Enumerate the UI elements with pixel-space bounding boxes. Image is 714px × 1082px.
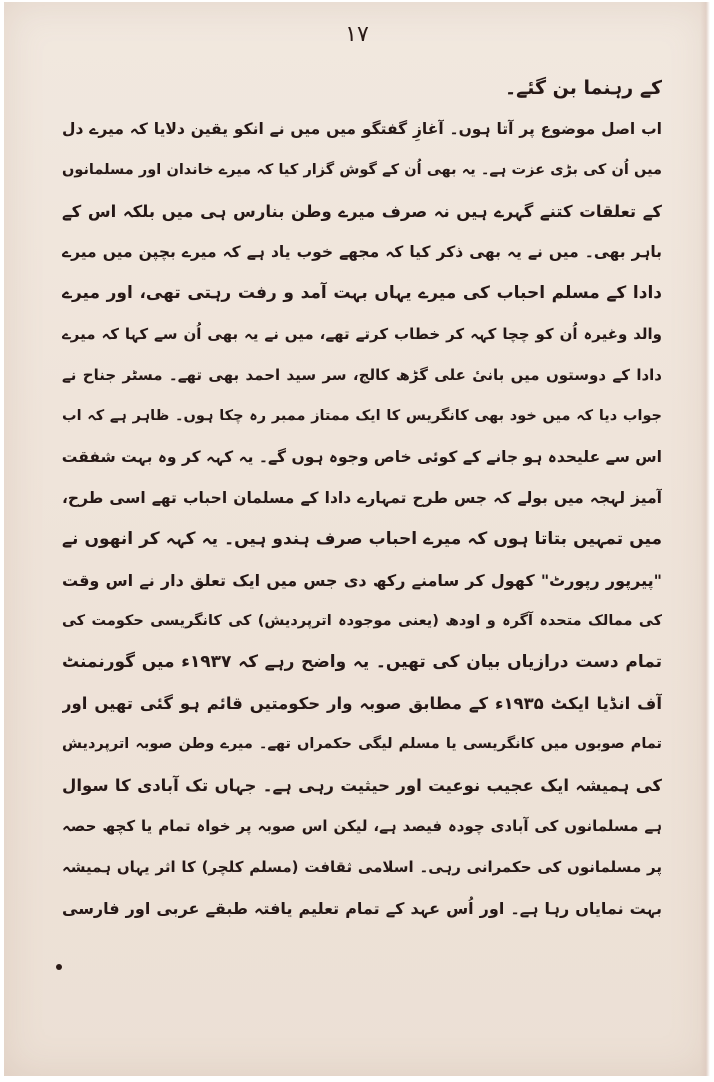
text-line: تمام دست درازیاں بیان کی تھیں۔ یہ واضح رہے کہ ۱۹۳۷ء میں گورنمنٹ <box>62 652 662 672</box>
text-line: آمیز لہجہ میں بولے کہ جس طرح تمہارے دادا کے مسلمان احباب تھے اسی طرح، <box>62 489 662 507</box>
text-line: میں اُن کی بڑی عزت ہے۔ یہ بھی اُن کے گوش گزار کیا کہ میرے خاندان اور مسلمانوں <box>62 162 662 178</box>
text-line: پر مسلمانوں کی حکمرانی رہی۔ اسلامی ثقافت (مسلم کلچر) کا اثر یہاں ہمیشہ <box>62 858 662 876</box>
text-line: کے رہنما بن گئے۔ <box>504 77 662 99</box>
text-line: بہت نمایاں رہا ہے۔ اور اُس عہد کے تمام تعلیم یافتہ طبقے عربی اور فارسی <box>62 899 662 918</box>
text-line: تمام صوبوں میں کانگریسی یا مسلم لیگی حکمراں تھے۔ میرے وطن صوبہ اترپردیش <box>62 736 662 752</box>
text-line: کی ممالک متحدہ آگرہ و اودھ (یعنی موجودہ اترپردیش) کی کانگریسی حکومت کی <box>62 613 662 629</box>
text-line: دادا کے مسلم احباب کی میرے یہاں بہت آمد و رفت رہتی تھی، اور میرے <box>62 283 662 303</box>
text-line: آف انڈیا ایکٹ ۱۹۳۵ء کے مطابق صوبہ وار حکومتیں قائم ہو گئی تھیں اور <box>62 694 662 713</box>
page-body-text <box>62 68 662 929</box>
text-line: اس سے علیحدہ ہو جانے کے کوئی خاص وجوہ ہوں گے۔ یہ کہہ کر وہ بہت شفقت <box>62 448 662 466</box>
text-line: کی ہمیشہ ایک عجیب نوعیت اور حیثیت رہی ہے۔ جہاں تک آبادی کا سوال <box>62 776 662 795</box>
text-line: "پیرپور رپورٹ" کھول کر سامنے رکھ دی جس میں ایک تعلق دار نے اس وقت <box>62 571 662 590</box>
text-line: ہے مسلمانوں کی آبادی چودہ فیصد ہے، لیکن اس صوبہ پر خواہ تمام یا کچھ حصہ <box>62 817 662 835</box>
book-page <box>4 2 710 1076</box>
text-line: میں تمہیں بتاتا ہوں کہ میرے احباب صرف ہندو ہیں۔ یہ کہہ کر انھوں نے <box>62 529 662 549</box>
text-line: باہر بھی۔ میں نے یہ بھی ذکر کیا کہ مجھے خوب یاد ہے کہ میرے بچپن میں میرے <box>62 243 662 261</box>
text-line: والد وغیرہ اُن کو چچا کہہ کر خطاب کرتے تھے، میں نے یہ بھی اُن سے کہا کہ میرے <box>62 325 662 343</box>
text-line: جواب دیا کہ میں خود بھی کانگریس کا ایک ممتاز ممبر رہ چکا ہوں۔ ظاہر ہے کہ اب <box>62 408 662 424</box>
margin-dot-mark <box>56 964 62 970</box>
page-number: ۱۷ <box>345 22 369 47</box>
text-line: دادا کے دوستوں میں بانیٔ علی گڑھ کالج، سر سید احمد بھی تھے۔ مسٹر جناح نے <box>62 366 662 384</box>
text-line: کے تعلقات کتنے گہرے ہیں نہ صرف میرے وطن بنارس ہی میں بلکہ اس کے <box>62 202 662 221</box>
page-edge <box>700 2 710 1076</box>
text-line: اب اصل موضوع پر آتا ہوں۔ آغازِ گفتگو میں میں نے انکو یقین دلایا کہ میرے دل <box>62 120 662 138</box>
